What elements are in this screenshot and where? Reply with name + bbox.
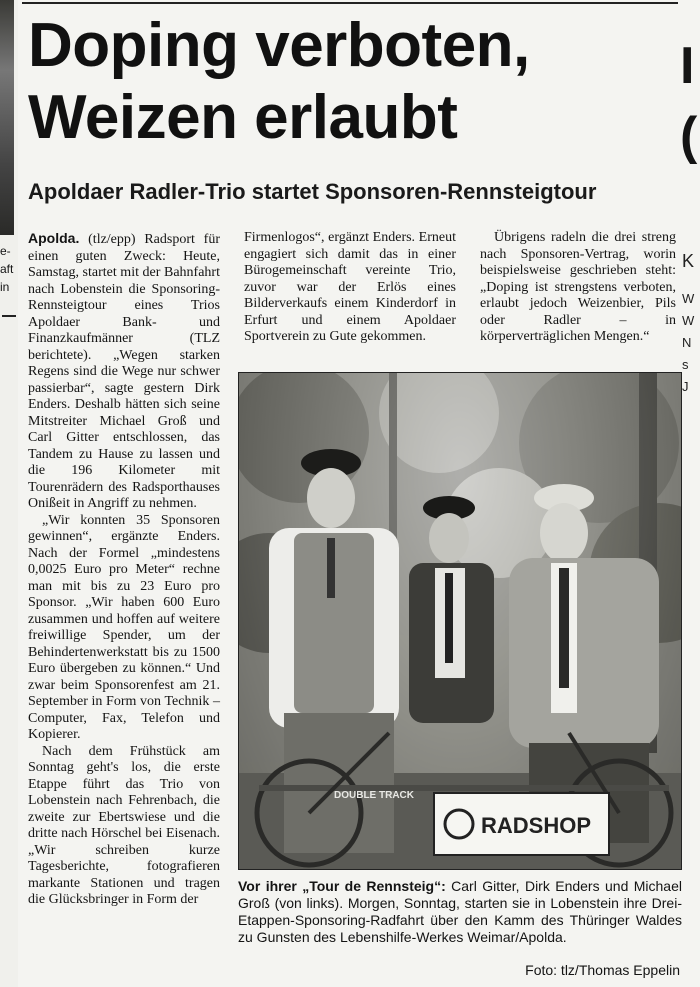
- neighbor-text-fragment: J: [682, 379, 689, 394]
- dateline: Apolda.: [28, 230, 80, 246]
- frame-text: DOUBLE TRACK: [334, 790, 414, 801]
- neighbor-photo-edge: [0, 0, 14, 235]
- photo-credit: Foto: tlz/Thomas Eppelin: [525, 962, 680, 978]
- paragraph-text: (tlz/epp) Radsport für einen guten Zweck: Heute, Samstag, startet mit der Bahnfahrt nach Lobenstein die Sponsoring-Rennsteigtour eines Trios Apoldaer Bank- und Finanzkaufmänner (TLZ berichtete). „Wegen starken Regens sind die Wege nur schwer passierbar“, sagte gestern Dirk Enders. Deshalb hätten sich seine Mitstreiter Michael Groß und Carl Gitter entschlossen, das Tandem zu Hause zu lassen und die 196 Kilometer mit Tourenrädern des Radsporthauses Onißeit in Angriff zu nehmen.: [28, 232, 221, 511]
- article-subheadline: Apoldaer Radler-Trio startet Sponsoren-Rennsteigtour: [28, 179, 597, 204]
- article-paragraph: [28, 230, 220, 513]
- neighbor-text-fragment: s: [682, 357, 689, 372]
- article-paragraph: Übrigens radeln die drei streng nach Sponsoren-Vertrag, worin beispielsweise geschrieben steht: „Doping ist strengstens verboten, erlaubt jedoch Weizenbier, Pils oder Radler – in körperverträglichen Mengen.“: [480, 230, 676, 344]
- article-photo: [238, 372, 682, 870]
- article-paragraph: Firmenlogos“, ergänzt Enders. Erneut engagiert sich damit das in einer Bürogemeinschaft vereinte Trio, zuvor war der Erlös eines Bilderverkaufs einem Kinderdorf in Erfurt und einem Apoldaer Sportverein zu Gute gekommen.: [244, 230, 456, 344]
- article-headline: [28, 10, 678, 154]
- photo-caption: [238, 878, 682, 946]
- article-column-1: [28, 230, 220, 909]
- article-paragraph: „Wir konnten 35 Sponsoren gewinnen“, ergänzte Enders. Nach der Formel „mindestens 0,0025 Euro pro Meter“ rechne man mit bis zu 23 Euro pro Sponsor. „Wir haben 600 Euro zusammen und hoffen auf weitere freiwillige Spender, um der Behindertenwerkstatt bis zu 1500 Euro übergeben zu können.“ Und zwar beim Sponsorenfest am 21. September in Form von Technik – Computer, Fax, Telefon und Kopierer.: [28, 512, 220, 742]
- caption-lead: Vor ihrer „Tour de Rennsteig“:: [238, 878, 446, 894]
- neighbor-text-fragment: e-: [0, 244, 11, 258]
- caption-text: Carl Gitter, Dirk Enders und Michael Groß (von links). Morgen, Sonntag, starten sie in Lobenstein ihre Drei-Etappen-Sponsoring-Radfahrt über den Kamm des Thüringer Waldes zu Gunsten des Lebenshilfe-Werkes Weimar/Apolda.: [238, 878, 682, 945]
- article-column-2: [244, 230, 456, 346]
- neighbor-headline-fragment: I: [680, 37, 695, 95]
- neighbor-text-fragment: W: [682, 313, 695, 328]
- neighbor-text-fragment: N: [682, 335, 692, 350]
- neighbor-rule: [2, 315, 16, 317]
- article-column-3: [480, 230, 676, 346]
- neighbor-text-fragment: K: [682, 251, 695, 271]
- neighbor-text-fragment: aft: [0, 262, 14, 276]
- sign-text: RADSHOP: [481, 813, 592, 838]
- headline-line-1: Doping verboten,: [28, 11, 530, 80]
- headline-line-2: Weizen erlaubt: [28, 83, 458, 152]
- photo-illustration: [239, 373, 682, 870]
- article-paragraph: Nach dem Frühstück am Sonntag geht's los, die erste Etappe führt das Trio von Lobenstein nach Fehrenbach, die zweite zur Ebertswiese und die dritte nach Hörschel bei Eisenach. „Wir schreiben kurze Tagesberichte, fotografieren markante Stationen und tragen die Glücksbringer in Form der: [28, 743, 220, 907]
- neighbor-headline-fragment: (: [680, 107, 698, 165]
- neighbor-text-fragment: in: [0, 280, 10, 294]
- left-neighbor-column: [0, 0, 18, 987]
- radshop-sign: [434, 793, 609, 855]
- top-rule: [22, 2, 678, 4]
- neighbor-text-fragment: W: [682, 291, 695, 306]
